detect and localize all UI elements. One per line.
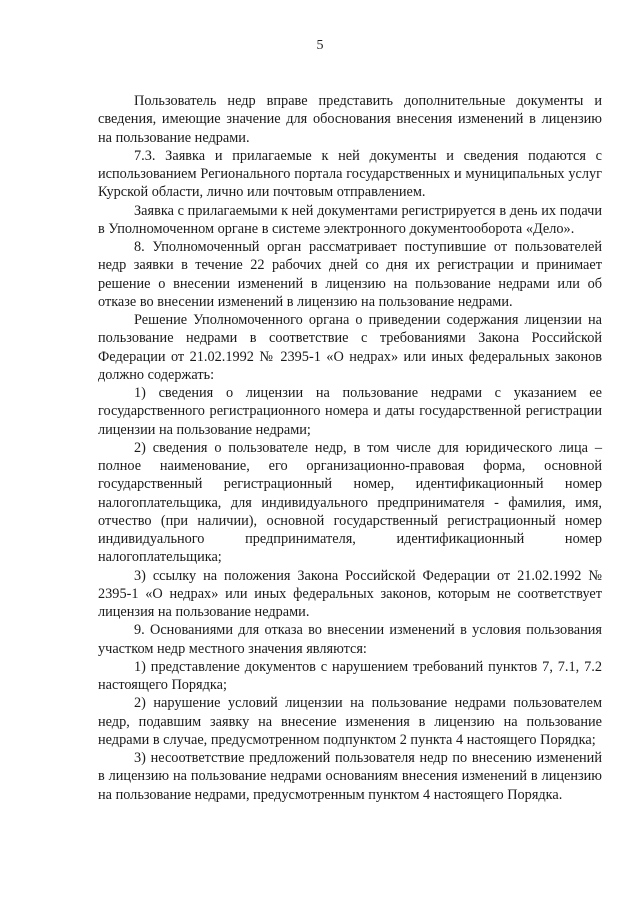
document-body <box>98 92 602 804</box>
paragraph-decision-contents: Решение Уполномоченного органа о приведении содержания лицензии на пользование недрами в соответствие с требованиями Закона Российской Федерации от 21.02.1992 № 2395-1 «О недрах» или иных федеральных законов должно содержать: <box>98 312 602 383</box>
paragraph-registration: Заявка с прилагаемыми к ней документами регистрируется в день их подачи в Уполномоченном органе в системе электронного документооборота «Дело». <box>98 202 602 237</box>
paragraph-7-3: 7.3. Заявка и прилагаемые к ней документы и сведения подаются с использованием Регионального портала государственных и муниципальных услуг Курской области, лично или почтовым отправлением. <box>98 147 602 201</box>
paragraph-9: 9. Основаниями для отказа во внесении изменений в условия пользования участком недр местного значения являются: <box>98 622 602 657</box>
paragraph-additional-documents: Пользователь недр вправе представить дополнительные документы и сведения, имеющие значение для обоснования внесения изменений в лицензию на пользование недрами. <box>98 93 602 146</box>
list-item-decision-2: 2) сведения о пользователе недр, в том числе для юридического лица – полное наименование, его организационно-правовая форма, основной государственный регистрационный номер, идентификационный номер налогоплательщика, для индивидуального предпринимателя - фамилия, имя, отчество (при наличии), основной государственный регистрационный номер индивидуального предпринимателя, идентификационный номер налогоплательщика; <box>98 439 602 566</box>
page-number: 5 <box>316 38 324 53</box>
list-item-decision-1: 1) сведения о лицензии на пользование недрами с указанием ее государственного регистрационного номера и даты государственной регистрации лицензии на пользование недрами; <box>98 385 602 438</box>
list-item-decision-3: 3) ссылку на положения Закона Российской Федерации от 21.02.1992 № 2395-1 «О недрах» или иных федеральных законов, которым не соответствует лицензия на пользование недрами. <box>98 567 602 620</box>
list-item-refusal-2: 2) нарушение условий лицензии на пользование недрами пользователем недр, подавшим заявку на внесение изменения в лицензию на пользование недрами в случае, предусмотренном подпунктом 2 пункта 4 настоящего Порядка; <box>98 695 602 748</box>
paragraph-8: 8. Уполномоченный орган рассматривает поступившие от пользователей недр заявки в течение 22 рабочих дней со дня их регистрации и принимает решение о внесении изменений в лицензию на пользование недрами или об отказе во внесении изменений в лицензию на пользование недрами. <box>98 239 602 310</box>
list-item-refusal-3: 3) несоответствие предложений пользователя недр по внесению изменений в лицензию на пользование недрами основаниям внесения изменений в лицензию на пользование недрами, предусмотренным пунктом 4 настоящего Порядка. <box>98 750 602 803</box>
list-item-refusal-1: 1) представление документов с нарушением требований пунктов 7, 7.1, 7.2 настоящего Порядка; <box>98 658 602 693</box>
